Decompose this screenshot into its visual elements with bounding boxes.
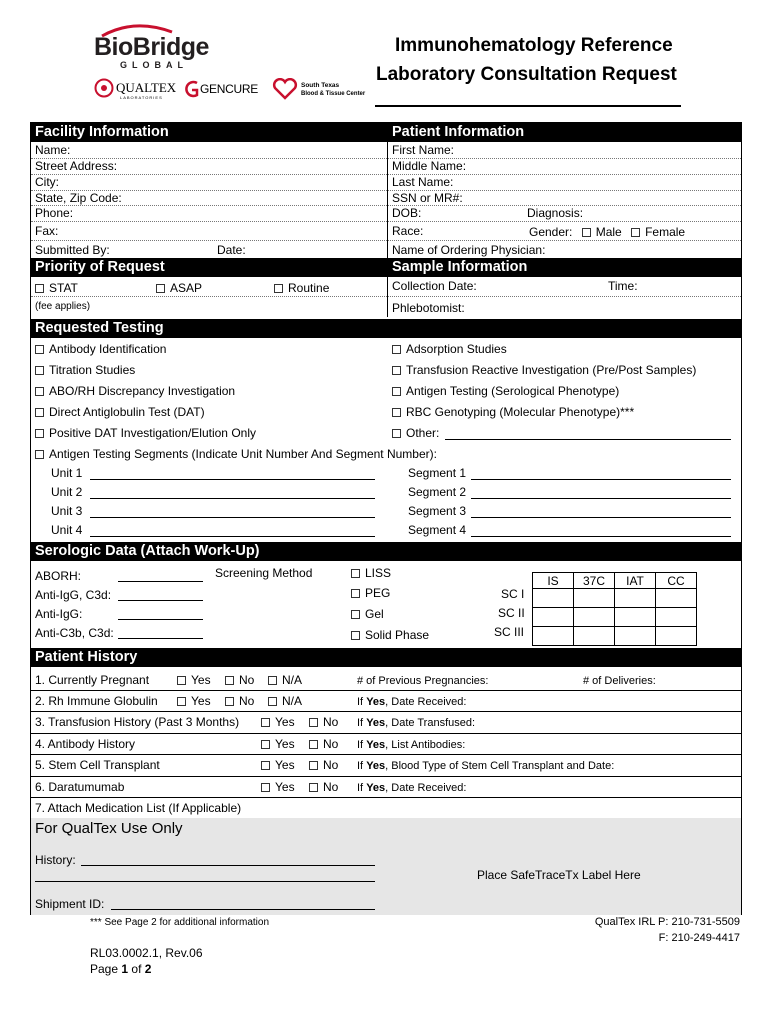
biobridge-swoosh-icon — [94, 22, 216, 56]
test-label: Titration Studies — [49, 363, 136, 377]
method-label: Gel — [365, 607, 384, 621]
gencure-mark-icon — [184, 80, 200, 98]
routine-checkbox[interactable] — [274, 281, 329, 295]
unit-2-label: Unit 2 — [51, 485, 83, 499]
q3-label: 3. Transfusion History (Past 3 Months) — [35, 715, 240, 729]
anti-igg-c3d-label: Anti-IgG, C3d: — [35, 588, 112, 602]
no-label: No — [323, 737, 339, 751]
checkbox-icon — [35, 408, 44, 417]
aborh-label: ABORH: — [35, 569, 82, 583]
checkbox-icon — [582, 228, 591, 237]
q7-label: 7. Attach Medication List (If Applicable) — [35, 801, 242, 815]
yes-label: Yes — [275, 715, 295, 729]
method-label: PEG — [365, 586, 391, 600]
facility-phone-field[interactable]: Phone: — [35, 206, 74, 220]
male-checkbox[interactable] — [582, 225, 622, 239]
segment-2-input[interactable] — [471, 498, 731, 499]
logo-biobridge-text: BioBridge — [94, 33, 209, 61]
stat-label: STAT — [49, 281, 78, 295]
stat-checkbox[interactable] — [35, 281, 78, 295]
logo-qualtex-sub: LABORATORIES — [120, 95, 163, 100]
if-yes-text: Yes — [366, 696, 386, 708]
checkbox-icon — [274, 284, 283, 293]
q5-yes-checkbox[interactable] — [261, 758, 295, 772]
consultation-form — [30, 122, 742, 915]
ordering-physician-field[interactable]: Name of Ordering Physician: — [392, 243, 546, 257]
unit-4-input[interactable] — [90, 536, 375, 537]
facility-state-zip-field[interactable]: State, Zip Code: — [35, 191, 122, 205]
shipment-id-input[interactable] — [111, 909, 375, 910]
result-cell[interactable] — [615, 627, 656, 646]
test-other-checkbox[interactable] — [392, 426, 439, 440]
row-separator — [31, 158, 741, 159]
if-text: If — [357, 782, 364, 794]
facility-name-field[interactable]: Name: — [35, 143, 71, 157]
race-field[interactable]: Race: — [392, 224, 424, 238]
test-label: Other: — [406, 426, 440, 440]
male-label: Male — [595, 225, 622, 239]
followup-text: , Date Transfused: — [385, 717, 476, 729]
patient-heading: Patient Information — [388, 123, 741, 142]
row-divider — [31, 776, 741, 777]
logo-gencure-text: GENCURE — [200, 82, 258, 96]
row-divider — [31, 711, 741, 712]
checkbox-icon — [392, 345, 401, 354]
history-label: History: — [35, 853, 76, 867]
checkbox-icon — [309, 740, 318, 749]
if-text: If — [357, 739, 364, 751]
checkbox-icon — [35, 387, 44, 396]
segment-4-input[interactable] — [471, 536, 731, 537]
label-placement-note: Place SafeTraceTx Label Here — [477, 868, 641, 882]
checkbox-icon — [392, 408, 401, 417]
q1-label: 1. Currently Pregnant — [35, 673, 150, 687]
followup-text: , Date Received: — [385, 696, 467, 708]
routine-label: Routine — [288, 281, 330, 295]
phlebotomist-field[interactable]: Phlebotomist: — [392, 301, 465, 315]
collection-date-field[interactable]: Collection Date: — [392, 279, 477, 293]
qualtex-use-heading: For QualTex Use Only — [35, 820, 183, 837]
sc-i-label: SC I — [501, 587, 525, 601]
if-yes-text: Yes — [366, 739, 386, 751]
method-gel-checkbox[interactable] — [351, 607, 384, 621]
row-divider — [31, 690, 741, 691]
checkbox-icon — [177, 676, 186, 685]
yes-label: Yes — [275, 758, 295, 772]
fee-note: (fee applies) — [35, 301, 91, 312]
segment-1-input[interactable] — [471, 479, 731, 480]
test-label: Antibody Identification — [49, 342, 167, 356]
q1-no-checkbox[interactable] — [225, 673, 254, 687]
if-text: If — [357, 717, 364, 729]
table-header-row — [533, 573, 697, 589]
test-label: Antigen Testing (Serological Phenotype) — [406, 384, 620, 398]
page-current: 1 — [121, 962, 129, 976]
checkbox-icon — [261, 718, 270, 727]
anti-igg-input[interactable] — [118, 619, 203, 620]
test-label: RBC Genotyping (Molecular Phenotype)*** — [406, 405, 635, 419]
anti-c3b-c3d-input[interactable] — [118, 638, 203, 639]
ssn-mr-field[interactable]: SSN or MR#: — [392, 191, 463, 205]
page-title-line1: Immunohematology Reference — [395, 35, 673, 56]
test-label: Direct Antiglobulin Test (DAT) — [49, 405, 205, 419]
followup-text: , Date Received: — [385, 782, 467, 794]
row-divider — [31, 797, 741, 798]
row-separator — [31, 190, 741, 191]
anti-igg-label: Anti-IgG: — [35, 607, 83, 621]
history-heading: Patient History — [31, 648, 741, 667]
checkbox-icon — [35, 284, 44, 293]
facility-street-field[interactable]: Street Address: — [35, 159, 118, 173]
q2-yes-checkbox[interactable] — [177, 694, 211, 708]
checkbox-icon — [309, 761, 318, 770]
gender-label: Gender: — [529, 225, 573, 239]
col-cc-header: CC — [656, 573, 697, 589]
method-label: LISS — [365, 566, 392, 580]
see-page-2-note: *** See Page 2 for additional information — [90, 917, 270, 928]
facility-city-field[interactable]: City: — [35, 175, 59, 189]
facility-heading: Facility Information — [31, 123, 387, 142]
row-divider — [31, 754, 741, 755]
q4-yes-checkbox[interactable] — [261, 737, 295, 751]
checkbox-icon — [392, 387, 401, 396]
result-cell[interactable] — [615, 589, 656, 608]
followup-text: , Blood Type of Stem Cell Transplant and Date: — [385, 760, 615, 772]
followup-text: , List Antibodies: — [385, 739, 466, 751]
unit-3-input[interactable] — [90, 517, 375, 518]
result-cell[interactable] — [656, 627, 697, 646]
test-adsorption-checkbox[interactable] — [392, 342, 507, 356]
no-label: No — [323, 715, 339, 729]
method-label: Solid Phase — [365, 628, 430, 642]
test-label: Adsorption Studies — [406, 342, 507, 356]
q5-followup-field[interactable] — [357, 760, 614, 772]
na-label: N/A — [282, 673, 303, 687]
checkbox-icon — [392, 429, 401, 438]
page-total: 2 — [144, 962, 152, 976]
q6-label: 6. Daratumumab — [35, 780, 125, 794]
page-of: of — [131, 962, 142, 976]
q1-yes-checkbox[interactable] — [177, 673, 211, 687]
yes-label: Yes — [275, 780, 295, 794]
if-yes-text: Yes — [366, 717, 386, 729]
yes-label: Yes — [191, 694, 211, 708]
previous-pregnancies-field[interactable]: # of Previous Pregnancies: — [357, 675, 489, 687]
checkbox-icon — [351, 631, 360, 640]
checkbox-icon — [351, 610, 360, 619]
if-yes-text: Yes — [366, 760, 386, 772]
no-label: No — [239, 694, 255, 708]
test-transfusion-reactive-checkbox[interactable] — [392, 363, 696, 377]
checkbox-icon — [261, 761, 270, 770]
segment-4-label: Segment 4 — [408, 523, 467, 537]
result-cell[interactable] — [533, 608, 574, 627]
table-row — [533, 608, 697, 627]
asap-label: ASAP — [170, 281, 203, 295]
female-label: Female — [645, 225, 686, 239]
q3-no-checkbox[interactable] — [309, 715, 338, 729]
screening-method-label: Screening Method — [215, 566, 313, 580]
checkbox-icon — [177, 697, 186, 706]
submitted-by-field[interactable]: Submitted By: — [35, 243, 110, 257]
test-antigen-serological-checkbox[interactable] — [392, 384, 619, 398]
serologic-heading: Serologic Data (Attach Work-Up) — [31, 542, 741, 561]
segment-1-label: Segment 1 — [408, 466, 467, 480]
q4-followup-field[interactable] — [357, 739, 465, 751]
q3-followup-field[interactable] — [357, 717, 475, 729]
result-cell[interactable] — [533, 589, 574, 608]
checkbox-icon — [35, 345, 44, 354]
table-row — [533, 589, 697, 608]
checkbox-icon — [35, 429, 44, 438]
middle-name-field[interactable]: Middle Name: — [392, 159, 467, 173]
method-peg-checkbox[interactable] — [351, 586, 390, 600]
dob-field[interactable]: DOB: — [392, 206, 422, 220]
test-positive-dat-checkbox[interactable] — [35, 426, 256, 440]
row-separator — [31, 240, 741, 241]
result-cell[interactable] — [615, 608, 656, 627]
checkbox-icon — [392, 366, 401, 375]
contact-phone: QualTex IRL P: 210-731-5509 — [594, 916, 740, 928]
no-label: No — [323, 758, 339, 772]
collection-time-field[interactable]: Time: — [608, 279, 638, 293]
checkbox-icon — [261, 783, 270, 792]
test-label: Positive DAT Investigation/Elution Only — [49, 426, 256, 440]
q5-label: 5. Stem Cell Transplant — [35, 758, 160, 772]
q2-label: 2. Rh Immune Globulin — [35, 694, 158, 708]
checkbox-icon — [631, 228, 640, 237]
priority-heading: Priority of Request — [31, 258, 387, 277]
test-dat-checkbox[interactable] — [35, 405, 205, 419]
method-solid-phase-checkbox[interactable] — [351, 628, 429, 642]
if-text: If — [357, 760, 364, 772]
q2-followup-field[interactable] — [357, 696, 466, 708]
testing-heading: Requested Testing — [31, 319, 741, 338]
page-title-line2: Laboratory Consultation Request — [376, 64, 677, 85]
unit-2-input[interactable] — [90, 498, 375, 499]
yes-label: Yes — [275, 737, 295, 751]
logo-global-text: GLOBAL — [120, 60, 188, 70]
yes-label: Yes — [191, 673, 211, 687]
female-checkbox[interactable] — [631, 225, 685, 239]
test-titration-checkbox[interactable] — [35, 363, 135, 377]
test-label: Transfusion Reactive Investigation (Pre/Post Samples) — [406, 363, 697, 377]
checkbox-icon — [351, 589, 360, 598]
segments-label: Antigen Testing Segments (Indicate Unit Number And Segment Number): — [49, 447, 437, 461]
result-cell[interactable] — [574, 608, 615, 627]
q5-no-checkbox[interactable] — [309, 758, 338, 772]
shipment-id-label: Shipment ID: — [35, 897, 105, 911]
anti-c3b-c3d-label: Anti-C3b, C3d: — [35, 626, 114, 640]
sc-iii-label: SC III — [494, 625, 525, 639]
result-cell[interactable] — [574, 627, 615, 646]
row-separator — [31, 174, 741, 175]
sample-heading: Sample Information — [388, 258, 741, 277]
screening-results-table — [532, 572, 697, 646]
history-input-line-2[interactable] — [35, 881, 375, 882]
row-divider — [31, 733, 741, 734]
asap-checkbox[interactable] — [156, 281, 202, 295]
row-separator — [31, 221, 741, 222]
checkbox-icon — [261, 740, 270, 749]
checkbox-icon — [309, 718, 318, 727]
biobridge-logo — [94, 34, 209, 70]
segment-3-input[interactable] — [471, 517, 731, 518]
unit-1-label: Unit 1 — [51, 466, 83, 480]
diagnosis-field[interactable]: Diagnosis: — [527, 206, 584, 220]
gender-group — [529, 225, 685, 239]
facility-fax-field[interactable]: Fax: — [35, 224, 59, 238]
result-cell[interactable] — [533, 627, 574, 646]
result-cell[interactable] — [656, 589, 697, 608]
segment-2-label: Segment 2 — [408, 485, 467, 499]
antigen-segments-checkbox[interactable] — [35, 447, 437, 461]
row-separator — [31, 296, 741, 297]
checkbox-icon — [156, 284, 165, 293]
col-is-header: IS — [533, 573, 574, 589]
logo-stbtc-line2: Blood & Tissue Center — [301, 91, 366, 97]
checkbox-icon — [309, 783, 318, 792]
last-name-field[interactable]: Last Name: — [392, 175, 454, 189]
checkbox-icon — [268, 676, 277, 685]
checkbox-icon — [351, 569, 360, 578]
checkbox-icon — [268, 697, 277, 706]
row-separator — [31, 205, 741, 206]
result-cell[interactable] — [656, 608, 697, 627]
page-number — [90, 962, 151, 976]
qualtex-mark-icon — [94, 78, 114, 98]
sc-ii-label: SC II — [498, 606, 525, 620]
q6-yes-checkbox[interactable] — [261, 780, 295, 794]
q1-na-checkbox[interactable] — [268, 673, 302, 687]
q4-no-checkbox[interactable] — [309, 737, 338, 751]
if-yes-text: Yes — [366, 782, 386, 794]
anti-igg-c3d-input[interactable] — [118, 600, 203, 601]
logo-qualtex-text: QUALTEX — [116, 80, 177, 95]
q3-yes-checkbox[interactable] — [261, 715, 295, 729]
col-iat-header: IAT — [615, 573, 656, 589]
no-label: No — [239, 673, 255, 687]
col-37c-header: 37C — [574, 573, 615, 589]
if-text: If — [357, 696, 364, 708]
q6-no-checkbox[interactable] — [309, 780, 338, 794]
segment-3-label: Segment 3 — [408, 504, 467, 518]
q2-na-checkbox[interactable] — [268, 694, 302, 708]
q4-label: 4. Antibody History — [35, 737, 136, 751]
test-antibody-id-checkbox[interactable] — [35, 342, 166, 356]
test-label: ABO/RH Discrepancy Investigation — [49, 384, 236, 398]
checkbox-icon — [35, 366, 44, 375]
form-code: RL03.0002.1, Rev.06 — [90, 946, 203, 960]
result-cell[interactable] — [574, 589, 615, 608]
logo-stbtc-line1: South Texas — [301, 82, 340, 89]
q6-followup-field[interactable] — [357, 782, 466, 794]
history-input-line-1[interactable] — [81, 865, 375, 866]
deliveries-field[interactable]: # of Deliveries: — [583, 675, 656, 687]
no-label: No — [323, 780, 339, 794]
page-word: Page — [90, 962, 119, 976]
unit-4-label: Unit 4 — [51, 523, 83, 537]
title-rule — [375, 105, 681, 107]
method-liss-checkbox[interactable] — [351, 566, 391, 580]
unit-1-input[interactable] — [90, 479, 375, 480]
unit-3-label: Unit 3 — [51, 504, 83, 518]
test-abo-rh-checkbox[interactable] — [35, 384, 235, 398]
test-rbc-genotyping-checkbox[interactable] — [392, 405, 634, 419]
submitted-date-field[interactable]: Date: — [217, 243, 246, 257]
heart-icon — [272, 78, 298, 100]
aborh-input[interactable] — [118, 581, 203, 582]
facility-divider — [387, 123, 388, 317]
checkbox-icon — [35, 450, 44, 459]
table-row — [533, 627, 697, 646]
na-label: N/A — [282, 694, 303, 708]
first-name-field[interactable]: First Name: — [392, 143, 455, 157]
other-input-line[interactable] — [445, 439, 731, 440]
contact-fax: F: 210-249-4417 — [658, 932, 740, 944]
checkbox-icon — [225, 697, 234, 706]
checkbox-icon — [225, 676, 234, 685]
q2-no-checkbox[interactable] — [225, 694, 254, 708]
